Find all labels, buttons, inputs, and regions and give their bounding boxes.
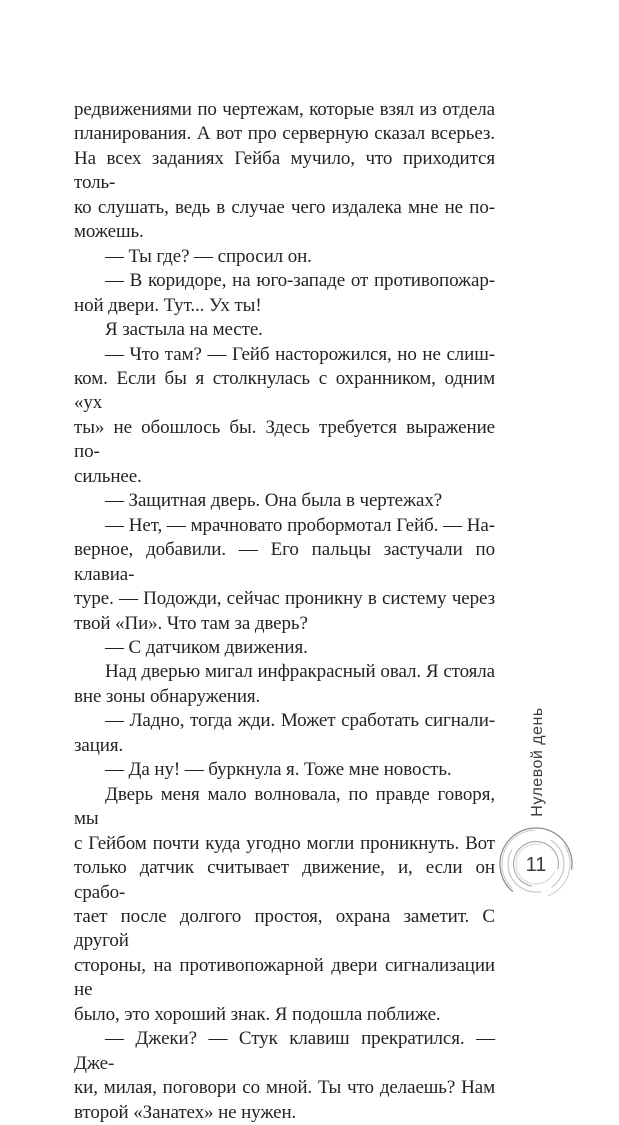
text-line: с Гейбом почти куда угодно могли проникнуть. Вот: [74, 832, 495, 854]
text-line: верное, добавили. — Его пальцы застучали по клавиа-: [74, 539, 495, 585]
text-line: ко слушать, ведь в случае чего издалека мне не по-: [74, 196, 495, 218]
page-number: 11: [525, 854, 547, 876]
text-line: ной двери. Тут... Ух ты!: [74, 294, 262, 316]
text-line: — Что там? — Гейб насторожился, но не слиш-: [105, 343, 495, 365]
text-line: вне зоны обнаружения.: [74, 685, 261, 707]
page-number-badge: [497, 825, 575, 903]
text-line: можешь.: [74, 221, 144, 243]
text-line: ком. Если бы я столкнулась с охранником, одним «ух: [74, 367, 495, 414]
body-text: [74, 98, 495, 1125]
text-line: сильнее.: [74, 465, 142, 487]
text-line: зация.: [74, 734, 124, 756]
text-line: ки, милая, поговори со мной. Ты что делаешь? Нам: [74, 1077, 495, 1099]
text-line: твой «Пи». Что там за дверь?: [74, 612, 308, 634]
text-line: только датчик считывает движение, и, если он срабо-: [74, 857, 495, 903]
text-line: — Ладно, тогда жди. Может сработать сигнали-: [105, 710, 495, 732]
text-line: — Защитная дверь. Она была в чертежах?: [105, 490, 443, 512]
text-line: планирования. А вот про серверную сказал всерьез.: [74, 123, 495, 145]
text-line: — Нет, — мрачновато пробормотал Гейб. — На-: [105, 514, 495, 536]
text-line: — В коридоре, на юго-западе от противопожар-: [105, 270, 495, 292]
text-line: редвижениями по чертежам, которые взял из отдела: [74, 99, 495, 120]
text-line: ты» не обошлось бы. Здесь требуется выражение по-: [74, 416, 495, 463]
text-line: На всех заданиях Гейба мучило, что приходится толь-: [74, 147, 495, 194]
sidebar-book-title: Нулевой день: [529, 707, 546, 817]
text-line: второй «Занатех» не нужен.: [74, 1101, 297, 1123]
text-line: Над дверью мигал инфракрасный овал. Я стояла: [105, 661, 495, 683]
text-line: туре. — Подожди, сейчас проникну в систему через: [74, 588, 495, 610]
text-line: стороны, на противопожарной двери сигнализации не: [74, 954, 495, 1001]
text-line: Я застыла на месте.: [105, 319, 263, 341]
text-line: — С датчиком движения.: [105, 636, 308, 658]
text-line: — Джеки? — Стук клавиш прекратился. — Дже-: [74, 1028, 495, 1074]
text-line: тает после долгого простоя, охрана заметит. С другой: [74, 905, 495, 952]
text-line: Дверь меня мало волновала, по правде говоря, мы: [74, 783, 495, 830]
text-line: было, это хороший знак. Я подошла поближе.: [74, 1003, 441, 1025]
text-line: — Да ну! — буркнула я. Тоже мне новость.: [105, 759, 452, 781]
text-line: — Ты где? — спросил он.: [105, 245, 312, 267]
